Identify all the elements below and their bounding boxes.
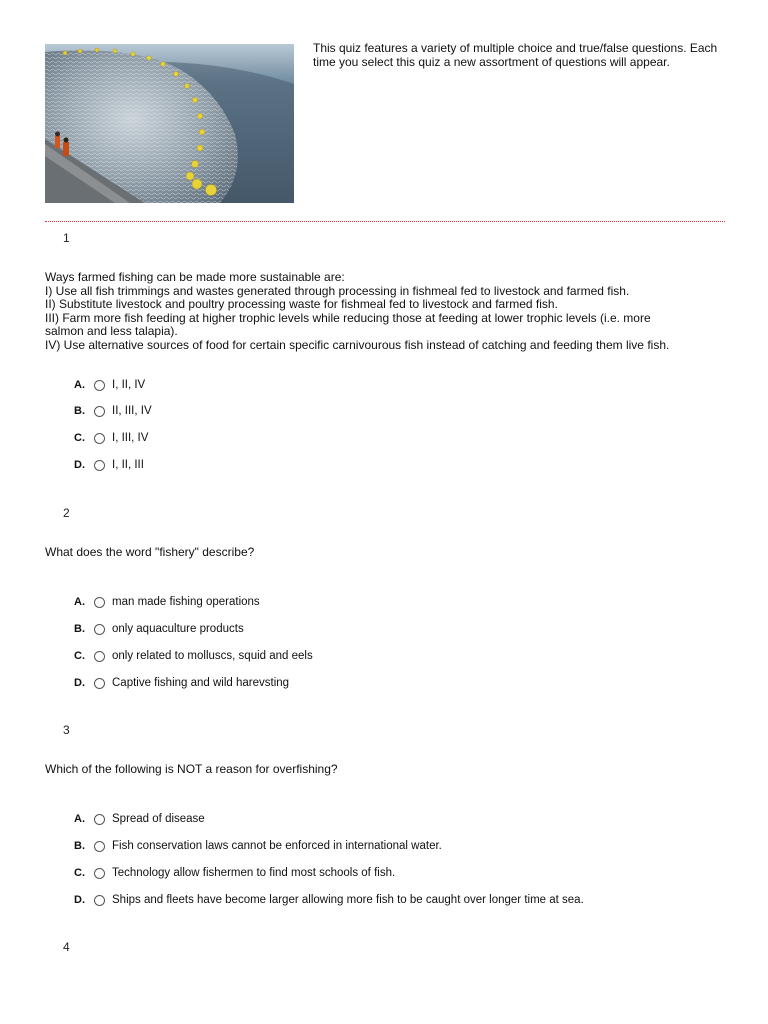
radio-button[interactable] <box>94 868 105 879</box>
option-letter: B. <box>74 623 85 635</box>
option-letter: D. <box>74 677 85 689</box>
answer-option[interactable] <box>74 675 289 691</box>
radio-button[interactable] <box>94 895 105 906</box>
divider <box>45 221 725 222</box>
radio-button[interactable] <box>94 460 105 471</box>
question-line: III) Farm more fish feeding at higher trophic levels while reducing those at feeding at lower trophic levels (i.e. more <box>45 310 651 325</box>
option-letter: C. <box>74 432 85 444</box>
question-line: salmon and less talapia). <box>45 324 178 338</box>
answer-option[interactable] <box>74 621 244 637</box>
option-letter: C. <box>74 867 85 879</box>
answer-option[interactable] <box>74 457 144 473</box>
question-text <box>45 271 735 352</box>
option-text: Technology allow fishermen to find most schools of fish. <box>112 867 396 879</box>
question-number: 2 <box>63 506 70 520</box>
answer-option[interactable] <box>74 594 260 610</box>
question-text <box>45 763 735 777</box>
option-text: only related to molluscs, squid and eels <box>112 650 313 662</box>
option-letter: A. <box>74 813 85 825</box>
answer-option[interactable] <box>74 377 145 393</box>
radio-button[interactable] <box>94 624 105 635</box>
option-text: Spread of disease <box>112 813 205 825</box>
question-number: 3 <box>63 723 70 737</box>
answer-option[interactable] <box>74 430 148 446</box>
question-line: II) Substitute livestock and poultry processing waste for fishmeal fed to livestock and farmed fish. <box>45 297 558 311</box>
radio-button[interactable] <box>94 380 105 391</box>
answer-option[interactable] <box>74 648 313 664</box>
question-line: What does the word "fishery" describe? <box>45 545 255 559</box>
option-text: I, II, III <box>112 459 144 471</box>
quiz-intro: This quiz features a variety of multiple choice and true/false questions. Each time you select this quiz a new assortment of questions will appear. <box>313 41 718 69</box>
radio-button[interactable] <box>94 678 105 689</box>
option-letter: B. <box>74 405 85 417</box>
option-text: Fish conservation laws cannot be enforced in international water. <box>112 840 442 852</box>
option-letter: C. <box>74 650 85 662</box>
question-number: 4 <box>63 940 70 954</box>
option-text: Ships and fleets have become larger allowing more fish to be caught over longer time at sea. <box>112 894 584 906</box>
option-text: only aquaculture products <box>112 623 244 635</box>
option-text: II, III, IV <box>112 405 152 417</box>
radio-button[interactable] <box>94 433 105 444</box>
option-text: Captive fishing and wild harevsting <box>112 677 290 689</box>
answer-option[interactable] <box>74 811 205 827</box>
question-line: Which of the following is NOT a reason for overfishing? <box>45 762 338 776</box>
option-letter: B. <box>74 840 85 852</box>
radio-button[interactable] <box>94 841 105 852</box>
option-text: I, II, IV <box>112 379 146 391</box>
answer-option[interactable] <box>74 403 152 419</box>
answer-option[interactable] <box>74 892 584 908</box>
option-letter: D. <box>74 894 85 906</box>
question-number: 1 <box>63 231 70 245</box>
radio-button[interactable] <box>94 814 105 825</box>
option-letter: A. <box>74 379 85 391</box>
radio-button[interactable] <box>94 406 105 417</box>
fishing-net-photo <box>45 44 294 203</box>
option-letter: A. <box>74 596 85 608</box>
option-text: I, III, IV <box>112 432 149 444</box>
question-line: IV) Use alternative sources of food for certain specific carnivourous fish instead of catching and feeding them live fish. <box>45 337 670 352</box>
answer-option[interactable] <box>74 838 442 854</box>
option-text: man made fishing operations <box>112 596 260 608</box>
radio-button[interactable] <box>94 651 105 662</box>
question-line: I) Use all fish trimmings and wastes generated through processing in fishmeal fed to livestock and farmed fish. <box>45 283 630 298</box>
question-text <box>45 546 735 560</box>
question-line: Ways farmed fishing can be made more sustainable are: <box>45 270 345 284</box>
option-letter: D. <box>74 459 85 471</box>
radio-button[interactable] <box>94 597 105 608</box>
answer-option[interactable] <box>74 865 395 881</box>
